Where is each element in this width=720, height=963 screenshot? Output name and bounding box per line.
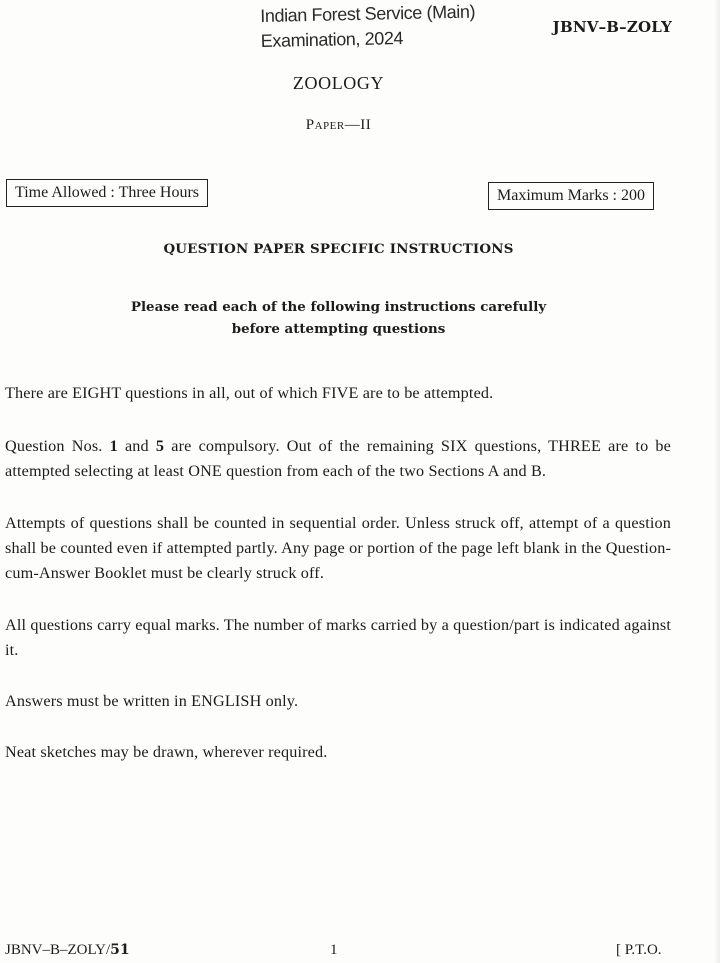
- paper-suffix: —II: [344, 117, 372, 133]
- footer-code: [5, 942, 130, 959]
- text-run: are compulsory. Out of the remaining SIX questions, THREE are to be attempted selecting at least ONE question from each of the two Sections A and B.: [5, 437, 672, 480]
- paper-number: [0, 117, 677, 134]
- instruction-paragraph: Attempts of questions shall be counted in sequential order. Unless struck off, attempt of a question shall be counted even if attempted partly. Any page or portion of the page left blank in the Question-cum-Answer Booklet must be clearly struck off.: [5, 514, 671, 582]
- instruction-paragraph: All questions carry equal marks. The number of marks carried by a question/part is indicated against it.: [5, 616, 671, 659]
- text-run: Question Nos.: [5, 437, 110, 455]
- stamp-line-2: Examination, 2024: [260, 28, 404, 51]
- page-number: 1: [330, 942, 338, 958]
- stamp-line-1: Indian Forest Service (Main): [260, 1, 476, 26]
- footer-code-text: JBNV–B–ZOLY/: [5, 942, 111, 958]
- paper-prefix: Paper: [305, 117, 345, 133]
- read-line-1: Please read each of the following instructions carefully: [130, 299, 547, 315]
- read-carefully-note: [0, 296, 677, 340]
- instruction-paragraph: There are EIGHT questions in all, out of which FIVE are to be attempted.: [5, 384, 494, 402]
- read-line-2: before attempting questions: [231, 321, 446, 337]
- instruction-paragraph: Answers must be written in ENGLISH only.: [5, 692, 299, 710]
- question-number: 1: [109, 437, 118, 455]
- instructions-heading: QUESTION PAPER SPECIFIC INSTRUCTIONS: [163, 241, 514, 257]
- instruction-paragraph: [5, 434, 671, 484]
- footer-code-number: 51: [110, 942, 130, 958]
- subject-title: ZOOLOGY: [292, 73, 385, 93]
- time-allowed-box: Time Allowed : Three Hours: [6, 179, 208, 207]
- paper-code: JBNV–B–ZOLY: [552, 18, 672, 36]
- exam-stamp: [260, 0, 476, 54]
- maximum-marks-box: Maximum Marks : 200: [488, 182, 654, 210]
- please-turn-over: [ P.T.O.: [616, 942, 662, 958]
- text-run: and: [117, 437, 156, 455]
- instruction-paragraph: Neat sketches may be drawn, wherever required.: [5, 743, 328, 761]
- page-edge-shadow: [714, 0, 720, 963]
- question-number: 5: [155, 437, 165, 455]
